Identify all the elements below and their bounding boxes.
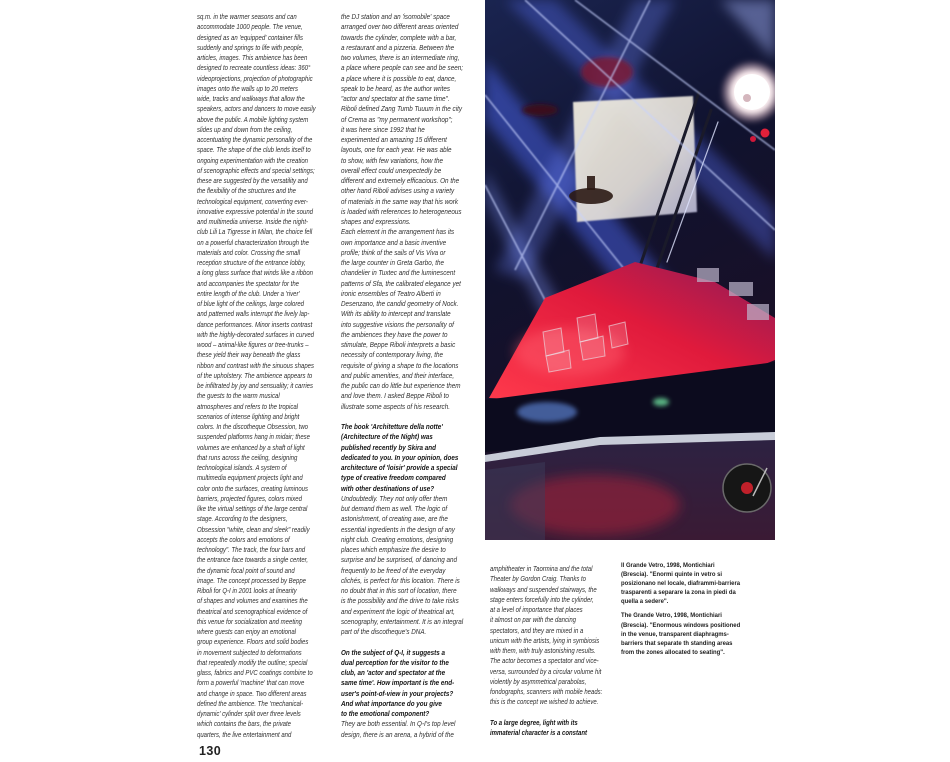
caption-line: barriers that separate th standing areas [621, 640, 733, 647]
text-line: accentuating the dynamic personality of the [197, 135, 313, 144]
text-line: versa, surrounded by a circular volume hit [490, 666, 602, 676]
text-line: illustrate some aspects of his research. [341, 401, 450, 411]
text-line: technological equipment, converting ever- [197, 196, 308, 206]
text-line: group experience. Floors and solid bodies [197, 637, 309, 647]
text-line: (Architecture of the Night) was [341, 432, 433, 442]
text-line: layouts, one for each year. He was able [341, 145, 452, 155]
text-line: is loaded with references to heterogeneous [341, 206, 462, 216]
text-line: violently by asymmetrical parabolas, [490, 676, 587, 686]
text-line: above the public. A mobile lighting system [197, 114, 309, 124]
text-line: unicum with the artists, lying in symbiosis [490, 635, 600, 645]
text-line: ironic ensembles of Teatro Alberti in [341, 288, 441, 298]
text-line: technology". The track, the four bars and [197, 545, 306, 554]
text-line: of shapes and volumes and examines the [197, 596, 308, 606]
text-line: architecture of 'loisir' provide a special [341, 463, 458, 472]
text-line: They are both essential. In Q-I's top level [341, 719, 456, 729]
text-line: immaterial character is a constant [490, 728, 587, 737]
text-line: dance performances. Minor inserts contrast [197, 319, 313, 329]
text-line: at a level of importance that places [490, 605, 583, 614]
text-line: walkways and suspended stairways, the [490, 584, 597, 594]
text-line: same time'. How important is the end- [341, 678, 455, 688]
text-line: ribbon and contrast with the sinuous shapes [197, 360, 315, 370]
text-line: other hand Riboli advises using a variety [341, 186, 455, 196]
text-line: Desenzano, the candid geometry of Nock. [341, 299, 459, 308]
text-line: scenarios of intense lighting and bright [197, 411, 300, 421]
text-column-left [197, 12, 316, 740]
caption-line: (Brescia). "Enormous windows positioned [621, 621, 741, 629]
text-line: stage enters forcefully into the cylinder, [490, 594, 594, 604]
text-line: Each element in the arrangement has its [341, 227, 455, 237]
text-line: reception structure of the entrance lobby, [197, 258, 306, 267]
green-floor-light [653, 398, 669, 406]
text-line: and love them. I asked Beppe Riboli to [341, 391, 449, 401]
text-line: shapes and expressions. [341, 217, 411, 226]
text-line: The book 'Architetture della notte' [341, 422, 443, 431]
text-line: the public can do little but experience them [341, 381, 461, 390]
text-line: arranged over two different areas oriented [341, 22, 459, 32]
text-line: requisite of giving a shape to the locations [341, 360, 459, 370]
interview-question [490, 718, 602, 739]
caption-line: from the zones allocated to seating". [621, 649, 725, 657]
text-line: of Crema as "my permanent workshop"; [341, 114, 453, 124]
text-line: defined the ambience. The 'mechanical- [197, 698, 304, 708]
text-line: the dynamic focal point of sound and [197, 565, 295, 575]
text-line: scenography, entertainment. It is an integral [341, 616, 464, 626]
text-line: suddenly and springs to life with people, [197, 42, 304, 52]
text-line: of scenographic effects and special settings; [197, 165, 315, 175]
text-line: multimedia equipment projects light and [197, 473, 303, 483]
text-line: type of creative freedom compared [341, 473, 446, 483]
text-line: To a large degree, light with its [490, 717, 578, 727]
text-line: colors. In the discotheque Obsession, two [197, 422, 309, 431]
interview-question [341, 648, 463, 720]
text-line: on a powerful characterization through the [197, 237, 310, 247]
text-line: speakers, actors and dancers to move easily [197, 104, 316, 114]
text-line: With its ability to intercept and translate [341, 309, 451, 319]
text-line: fondographs, scanners with mobile heads: [490, 687, 603, 696]
body-paragraph [490, 564, 602, 708]
text-line: the large counter in Greta Garbo, the [341, 258, 445, 267]
text-line: glass, fabrics and PVC coatings combine to [197, 668, 313, 677]
text-line: in movement subjected to deformations [197, 647, 302, 657]
text-line: space. The shape of the club lends itself to [197, 145, 311, 155]
text-line: this venue for socialization and meeting [197, 616, 303, 626]
caption-line: The Grande Vetro, 1998, Montichiari [621, 612, 722, 620]
text-line: a long glass surface that winds like a ribbon [197, 268, 314, 278]
text-line: be infiltrated by joy and sensuality; it carries [197, 381, 313, 390]
text-line: surprise and be surprised, of dancing and [341, 555, 457, 565]
caption-line: in the venue, transparent diaphragms- [621, 630, 729, 638]
text-line: profile; think of the sails of Vis Viva or [341, 247, 446, 257]
text-line: night club. Creating emotions, designing [341, 534, 454, 544]
text-line: And what importance do you give [341, 698, 442, 708]
body-paragraph [197, 12, 316, 740]
text-line: this is the concept we wished to achieve. [490, 697, 599, 707]
text-line: Theater by Gordon Craig. Thanks to [490, 574, 586, 584]
text-line: these yield their way beneath the glass [197, 350, 301, 360]
text-line: speak to be heard, as the author writes [341, 83, 450, 93]
text-line: with the highly-decorated surfaces in curved [197, 329, 314, 339]
text-line: "actor and spectator at the same time". [341, 94, 450, 103]
text-line: Riboli for Q-I in 2001 looks at linearity [197, 586, 297, 595]
text-line: and public amenities, and their interface, [341, 370, 455, 380]
text-line: that runs across the ceiling, designing [197, 452, 298, 462]
text-line: designed as an 'equipped' container fills [197, 32, 303, 42]
text-line: and experiment the logic of theatrical art, [341, 606, 455, 616]
text-line: atmospheres and refers to the tropical [197, 401, 298, 411]
text-line: wide, tracks and walkways that allow the [197, 94, 305, 103]
text-line: astonishment, of creating awe, are the [341, 514, 448, 524]
text-line: two volumes, there is an intermediate ring, [341, 53, 460, 62]
text-line: the guests to the warm musical [197, 391, 280, 401]
text-line: Obsession "white, clean and sleek" readily [197, 524, 310, 534]
text-line: with other destinations of use? [341, 483, 435, 493]
text-line: to the emotional component? [341, 709, 430, 718]
text-line: innovative expressive potential in the sound [197, 206, 314, 216]
text-line: and multimedia universe. Inside the night- [197, 217, 309, 226]
caption-line: trasparenti a separare la zona in piedi da [621, 589, 736, 597]
caption-line: quella a sedere". [621, 598, 669, 606]
text-line: to show, with few variations, how the [341, 155, 443, 165]
text-line: a place where people can see and be seen; [341, 63, 463, 73]
blue-floor-light [517, 402, 577, 422]
text-line: club, an 'actor and spectator at the [341, 668, 446, 677]
turntable [723, 464, 771, 512]
text-column-middle [341, 12, 463, 740]
text-line: and accompanies the spectator for the [197, 278, 300, 288]
text-line: dedicated to you. In your opinion, does [341, 452, 459, 462]
text-line: the entrance face towards a single center, [197, 555, 309, 565]
text-line: is the possibility and the drive to take risks [341, 596, 459, 606]
text-line: clichés, is perfect for this location. There is [341, 575, 460, 585]
page-number: 130 [199, 744, 222, 758]
text-line: ongoing experimentation with the creation [197, 155, 309, 165]
text-line: experimented an amazing 15 different [341, 135, 447, 144]
text-line: part of the discotheque's DNA. [341, 627, 427, 636]
text-line: Riboli defined Zang Tumb Tuuum in the city [341, 104, 463, 114]
text-line: a restaurant and a pizzeria. Between the [341, 42, 455, 52]
text-line: chandelier in Tuxtec and the luminescent [341, 268, 456, 278]
text-line: frequently to be freed of the everyday [341, 565, 446, 575]
text-line: the flexibility of the structures and the [197, 186, 296, 196]
photo-caption [621, 561, 740, 607]
text-column-third [490, 564, 602, 738]
text-line: On the subject of Q-I, it suggests a [341, 647, 446, 657]
text-line: spectators, and they are mixed in a [490, 625, 584, 635]
text-line: which contains the bars, the private [197, 719, 292, 729]
text-line: that repeatedly modify the outline; special [197, 657, 308, 667]
text-line: stage. According to the designers, [197, 514, 288, 524]
text-line: entire length of the club. Under a 'river' [197, 288, 300, 298]
text-line: into suggestive visions the personality of [341, 319, 454, 329]
text-line: quarters, the live entertainment and [197, 729, 292, 739]
caption-line: (Brescia). "Enormi quinte in vetro si [621, 570, 723, 578]
text-line: these are suggested by the versatility and [197, 176, 308, 185]
text-line: essential ingredients in the design of any [341, 524, 455, 534]
text-line: materials and color. Crossing the small [197, 247, 301, 257]
text-line: form a powerful 'machine' that can move [197, 678, 305, 688]
text-line: accepts the colors and emotions of [197, 534, 290, 544]
text-line: it almost on par with the dancing [490, 615, 576, 625]
text-line: user's point-of-view in your projects? [341, 688, 454, 698]
text-line: overall effect could unexpectedly be [341, 165, 442, 175]
text-line: sq.m. in the warmer seasons and can [197, 12, 297, 21]
text-line: own importance and a basic inventive [341, 237, 447, 247]
text-line: with them, with truly astonishing results. [490, 646, 596, 655]
text-line: it was here since 1992 that he [341, 124, 425, 134]
body-paragraph [341, 12, 463, 412]
text-line: dynamic' cylinder split over three levels [197, 709, 301, 718]
text-line: different and extremely efficacious. On the [341, 176, 460, 185]
text-line: Undoubtedly. They not only offer them [341, 493, 448, 503]
text-line: like the virtual settings of the large central [197, 504, 308, 513]
text-line: where guests can enjoy an emotional [197, 627, 297, 636]
text-line: wood – animal-like figures or tree-trunks – [197, 340, 309, 349]
body-paragraph [341, 719, 463, 740]
text-line: dual perception for the visitor to the [341, 657, 449, 667]
nightclub-photo [485, 0, 775, 540]
text-line: but demand them as well. The logic of [341, 504, 448, 513]
text-line: theatrical and scenographical evidence of [197, 606, 308, 616]
text-line: the ambiences they have the power to [341, 329, 448, 339]
text-line: patterns of Sfa, the calibrated elegance yet [341, 278, 461, 288]
text-line: club Lili La Tigresse in Milan, the choice fell [197, 227, 313, 237]
text-line: the DJ station and an 'isomobile' space [341, 12, 450, 21]
text-line: designed to recreate countless ideas: 360° [197, 63, 311, 73]
text-line: technological islands. A system of [197, 463, 287, 472]
text-line: of blue light of the ceilings, large colored [197, 299, 305, 308]
text-line: amphitheater in Taormina and the total [490, 564, 593, 573]
text-line: of materials in the same way that his work [341, 196, 459, 206]
text-line: and change in space. Two different areas [197, 688, 307, 698]
text-line: volumes are enhanced by a shaft of light [197, 442, 305, 452]
text-line: necessity of contemporary living, the [341, 350, 443, 360]
interview-question [341, 422, 463, 494]
text-line: videoprojections, projection of photographic [197, 73, 313, 83]
text-line: slides up and down from the ceiling, [197, 124, 293, 134]
text-line: accommodate 1000 people. The venue, [197, 22, 303, 32]
text-line: images onto the walls up to 20 meters [197, 83, 298, 93]
text-line: places which emphasize the desire to [341, 545, 446, 554]
text-line: suspended platforms hang in midair; these [197, 432, 311, 442]
photo-captions [621, 561, 740, 658]
photo-caption [621, 611, 740, 657]
text-line: stimulate, Beppe Riboli interprets a basic [341, 340, 456, 349]
text-line: no doubt that in this sort of location, there [341, 586, 457, 595]
text-line: articles, images. This ambience has been [197, 53, 308, 62]
text-line: towards the cylinder, complete with a bar, [341, 32, 457, 42]
text-line: and patterned walls interrupt the lively lap- [197, 309, 310, 319]
text-line: published recently by Skira and [341, 442, 436, 452]
text-line: design, there is an arena, a hybrid of the [341, 729, 454, 739]
text-line: color onto the surfaces, creating luminous [197, 483, 308, 493]
caption-line: Il Grande Vetro, 1998, Montichiari [621, 561, 715, 569]
text-line: barriers, projected figures, colors mixed [197, 493, 302, 503]
text-line: a place where it is possible to eat, dance, [341, 73, 457, 83]
text-line: image. The concept processed by Beppe [197, 575, 307, 585]
text-line: of the upholstery. The ambience appears to [197, 370, 313, 380]
body-paragraph [341, 494, 463, 638]
text-line: The actor becomes a spectator and vice- [490, 656, 599, 666]
caption-line: posizionano nel locale, diaframmi-barriera [621, 579, 741, 587]
